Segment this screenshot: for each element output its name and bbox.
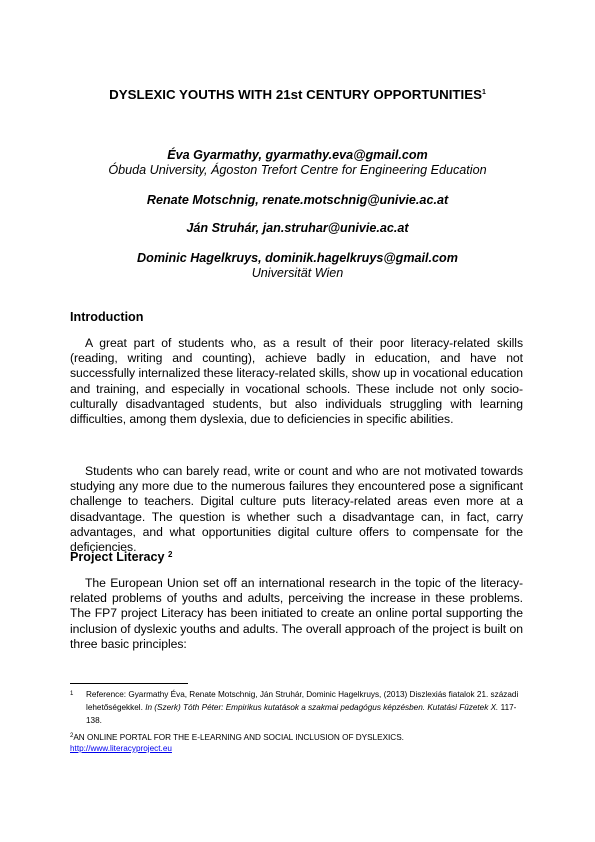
author-name-1: Éva Gyarmathy, gyarmathy.eva@gmail.com (167, 148, 428, 162)
author-block-2 (70, 193, 525, 208)
footnote-1-text-italic: In (Szerk) Tóth Péter: Empirikus kutatások a szakmai pedagógus képzésben. Kutatási Füzetek X. (145, 703, 499, 712)
footnote-1-mark: 1 (70, 691, 74, 697)
project-heading-text: Project Literacy (70, 550, 165, 564)
intro-paragraph-1: A great part of students who, as a result of their poor literacy-related skills (reading, writing and counting), achieve badly in education, and have not successfully internalized these literacy-related skills, show up in vocational education and training, and especially in vocational schools. These include not only socio-culturally disadvantaged students, but also individuals struggling with learning difficulties, among them dyslexia, due to deficiencies in specific abilities. (70, 336, 523, 427)
author-block-1 (70, 148, 525, 178)
footnote-1-text (70, 688, 530, 727)
footnote-2-text: AN ONLINE PORTAL FOR THE E-LEARNING AND SOCIAL INCLUSION OF DYSLEXICS. (73, 733, 404, 742)
author-name-3: Ján Struhár, jan.struhar@univie.ac.at (186, 221, 409, 235)
author-name-4: Dominic Hagelkruys, dominik.hagelkruys@gmail.com (137, 251, 458, 265)
author-block-3 (70, 221, 525, 236)
project-footnote-mark[interactable]: 2 (168, 550, 173, 559)
author-block-4 (70, 251, 525, 281)
title-footnote-mark[interactable]: 1 (481, 89, 486, 96)
footnote-2 (70, 732, 525, 754)
footnote-separator (70, 683, 188, 684)
footnote-1-text-a: Reference: Gyarmathy Éva, Renate Motschnig, Ján Struhár, Dominic Hagelkruys, (2013) Diszlexiás fiatalok 21. századi lehetőségekkel. (86, 690, 519, 712)
intro-paragraph-2: Students who can barely read, write or count and who are not motivated towards studying any more due to the numerous failures they encountered pose a significant challenge to teachers. Digital culture puts literacy-related areas even more at a disadvantage. The question is whether such a disadvantage can, in fact, carry advantages, and what opportunities digital culture offers to compensate for the deficiencies. (70, 464, 523, 555)
author-affiliation-1: Óbuda University, Ágoston Trefort Centre for Engineering Education (108, 163, 487, 177)
footnote-1 (70, 688, 530, 727)
paper-title-text: DYSLEXIC YOUTHS WITH 21st CENTURY OPPORTUNITIES (109, 87, 482, 102)
footnote-1-text-b: 117-138. (86, 703, 517, 725)
footnote-2-mark: 2 (70, 733, 74, 739)
section-heading-project-literacy (70, 550, 172, 565)
section-heading-introduction: Introduction (70, 310, 144, 324)
author-affiliation-4: Universität Wien (251, 266, 344, 280)
author-name-2: Renate Motschnig, renate.motschnig@univie.ac.at (146, 193, 449, 207)
project-paragraph-1: The European Union set off an international research in the topic of the literacy-related problems of youths and adults, perceiving the increase in these problems. The FP7 project Literacy has been initiated to create an online portal supporting the inclusion of dyslexic youths and adults. The overall approach of the project is built on three basic principles: (70, 576, 523, 651)
paper-title (70, 86, 525, 103)
literacy-project-link[interactable]: http://www.literacyproject.eu (70, 744, 172, 753)
